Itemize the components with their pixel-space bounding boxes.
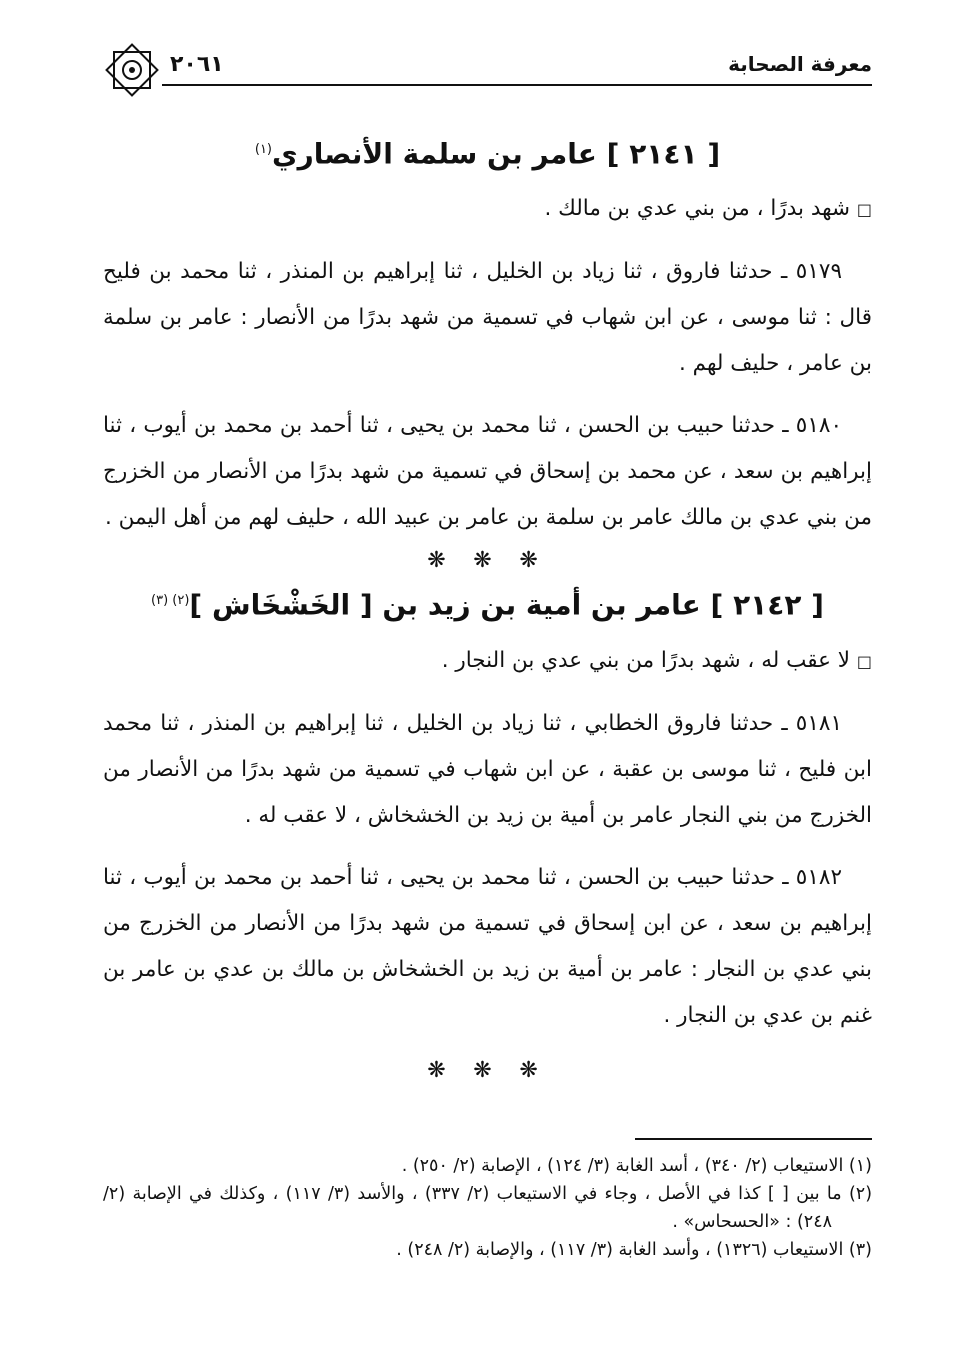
footnote-2: (٢) ما بين [ ] كذا في الأصل ، وجاء في الاستيعاب (٢/ ٣٣٧) ، والأسد (٣/ ١١٧) ، وكذلك في الإصابة (٢/ ٢٤٨) : «الحسحاس» . (103, 1184, 873, 1232)
hadith-paragraph-5180: ٥١٨٠ ـ حدثنا حبيب بن الحسن ، ثنا محمد بن يحيى ، ثنا أحمد بن محمد بن أيوب ، ثنا إبراهيم بن سعد ، عن محمد بن إسحاق في تسمية من شهد بدرًا من الأنصار من الخزرج من بني عدي بن مالك عامر بن سلمة بن عامر بن عبيد الله ، حليف لهم من أهل اليمن . (103, 413, 872, 531)
footnote-rule (635, 1138, 872, 1140)
entry-lead (103, 186, 872, 233)
main-text (103, 130, 872, 1091)
section-separator: ❋ ❋ ❋ (427, 1057, 548, 1083)
entry-lead (103, 638, 872, 685)
entry-title-text: [ ٢١٤١ ] عامر بن سلمة الأنصاري (272, 137, 721, 171)
entry-title-text: [ ٢١٤٢ ] عامر بن أمية بن زيد بن [ الخَشْخَاش ] (189, 588, 824, 622)
square-bullet-icon: □ (856, 200, 872, 220)
running-title: معرفة الصحابة (728, 52, 872, 76)
hadith-paragraph-5181: ٥١٨١ ـ حدثنا فاروق الخطابي ، ثنا زياد بن الخليل ، ثنا إبراهيم بن المنذر ، ثنا محمد ابن فليح ، ثنا موسى بن عقبة ، عن ابن شهاب في تسمية من شهد بدرًا من الأنصار من الخزرج من بني النجار عامر بن أمية بن زيد بن الخشخاش ، لا عقب له . (103, 710, 872, 828)
ornament-star-icon (100, 38, 164, 102)
entry-title-2141 (103, 130, 872, 174)
section-separator: ❋ ❋ ❋ (427, 548, 548, 574)
entry-lead-text: شهد بدرًا ، من بني عدي بن مالك . (544, 196, 851, 222)
footnote-ref: (٢) (٣) (151, 593, 190, 609)
footnote-ref: (١) (254, 142, 272, 157)
hadith-paragraph-5179: ٥١٧٩ ـ حدثنا فاروق ، ثنا زياد بن الخليل ، ثنا إبراهيم بن المنذر ، ثنا محمد بن فليح قال : ثنا موسى ، عن ابن شهاب في تسمية من شهد بدرًا من الأنصار : عامر بن سلمة بن عامر ، حليف لهم . (103, 259, 872, 377)
entry-lead-text: لا عقب له ، شهد بدرًا من بني عدي بن النجار . (441, 647, 851, 673)
hadith-paragraph-5182: ٥١٨٢ ـ حدثنا حبيب بن الحسن ، ثنا محمد بن يحيى ، ثنا أحمد بن محمد بن أيوب ، ثنا إبراهيم بن سعد ، عن ابن إسحاق في تسمية من شهد بدرًا من الأنصار من الخزرج من بني عدي بن النجار : عامر بن أمية بن زيد بن الخشخاش بن مالك بن عدي بن عامر بن غنم بن عدي بن النجار . (103, 864, 872, 1028)
footnote-1: (١) الاستيعاب (٢/ ٣٤٠) ، أسد الغابة (٣/ ١٢٤) ، الإصابة (٢/ ٢٥٠) . (401, 1156, 872, 1176)
footnote-3: (٣) الاستيعاب (١٣٢٦) ، وأسد الغابة (٣/ ١١٧) ، والإصابة (٢/ ٢٤٨) . (396, 1240, 872, 1260)
header-rule (162, 84, 872, 86)
page-number: ٢٠٦١ (170, 52, 224, 77)
entry-title-2142 (103, 581, 872, 625)
page-header (100, 38, 872, 112)
square-bullet-icon: □ (856, 651, 872, 671)
footnotes (103, 1152, 872, 1264)
